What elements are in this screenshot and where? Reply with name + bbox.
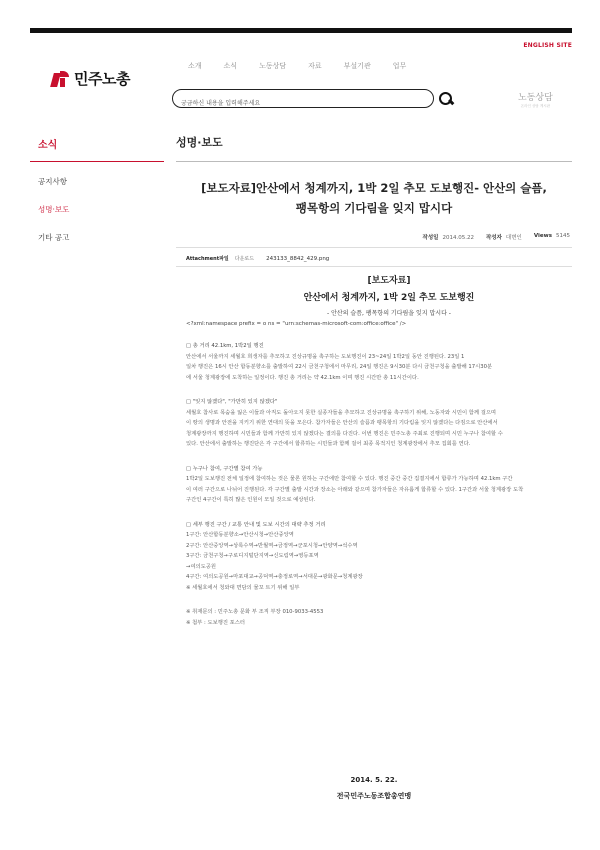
nav-item-resources[interactable]: 자료 xyxy=(308,62,322,70)
doc-section-1: □ 총 거리 42.1km, 1박2일 행진 안산에서 서울까지 세월호 희생자를 추모하고 진상규명을 촉구하는 도보행진이 23~24일 1박2일 동안 진행된다. 23일 1 일차 행진은 16시 안산 합동분향소를 출발하여 22시 금천구청에서 마무리, 24일 행진은 9시30분 다시 금천구청을 출발해 17시30분 에 서울 청계광장에 도착하는 일정이다. 행진 총 거리는 약 42.1km 이며 행진 시간만 총 11시간이다. xyxy=(186,343,493,381)
main-nav xyxy=(188,61,406,71)
sidebar-menu xyxy=(38,176,69,260)
labor-consult-subtitle: 온라인 상담 게시판 xyxy=(520,104,551,108)
doc-section-2: □ "잊지 않겠다", "가만히 있지 않겠다" 세월호 참사로 목숨을 잃은 이들과 아직도 돌아오지 못한 실종자들을 추모하고 진상규명을 촉구하기 위해, 노동자와 시민이 함께 걸으며 이 땅의 생명과 안전을 지키기 위한 연대의 뜻을 모은다. 참가자들은 안산의 슬픔과 팽목항의 기다림을 잊지 않겠다는 다짐으로 안산에서 청계광장까지 행진하며 시민들과 함께 가만히 있지 않겠다는 결의를 다진다. 이번 행진은 민주노총 주최로 진행되며 시민 누구나 참여할 수 있다. 안산에서 출발하는 행진단은 각 구간에서 합류하는 시민들과 함께 걸어 최종 목적지인 청계광장에서 추모 집회를 연다. xyxy=(186,399,503,447)
sidebar-item-statements[interactable]: 성명·보도 xyxy=(38,205,70,214)
meta-date: 작성일 2014.05.22 xyxy=(422,235,474,241)
nav-item-affiliates[interactable]: 부설기관 xyxy=(343,62,371,70)
article-headline xyxy=(176,178,572,218)
sidebar-item-other-notices[interactable]: 기타 공고 xyxy=(38,233,70,242)
doc-section-contact: ※ 취재문의 : 민주노총 문화 부 조직 부장 010-9033-4553 ※ 첨부 : 도보행진 포스터 xyxy=(186,609,324,626)
nav-item-news[interactable]: 소식 xyxy=(223,62,238,70)
attachment-label: Attachment파일 xyxy=(186,256,229,262)
doc-title-1: [보도자료] xyxy=(367,276,411,286)
meta-author: 작성자 대변인 xyxy=(485,235,522,241)
logo-text: 민주노총 xyxy=(74,70,130,88)
meta-divider xyxy=(176,247,572,248)
search-box xyxy=(172,89,434,108)
doc-section-3: □ 누구나 참여, 구간별 참여 가능 1박2일 도보행진 전체 일정에 참여하는 것은 물론 원하는 구간에만 참여할 수 있다. 행진 중간 중간 집결지에서 합류가 가능하며 42.1km 구간 이 여러 구간으로 나뉘어 진행된다. 각 구간별 출발 시간과 장소는 아래와 같으며 참가자들은 자유롭게 합류할 수 있다. 1구간과 서울 청계광장 도착 구간인 4구간이 특히 많은 인원이 모일 것으로 예상된다. xyxy=(186,465,524,503)
doc-organization: 전국민주노동조합총연맹 xyxy=(336,792,412,800)
meta-views: Views 5145 xyxy=(533,233,570,239)
attachment-row xyxy=(186,255,329,262)
logo-icon xyxy=(52,71,70,87)
headline-line-2: 팽목항의 기다림을 잊지 맙시다 xyxy=(295,201,453,215)
labor-consult-title: 노동상담 xyxy=(518,93,553,103)
site-logo[interactable] xyxy=(52,68,130,89)
top-bar xyxy=(30,28,572,33)
doc-section-4: □ 세부 행진 구간 / 교통 안내 및 도보 시간의 대략 추정 거리 1구간: 안산합동분향소→안산시청→안산중앙역 2구간: 안산중앙역→상록수역→반월역→금정역→군포시청→안양역→석수역 3구간: 금천구청→구로디지털단지역→신도림역→영등포역 →여의도공원 4구간: 여의도공원→마포대교→공덕역→충정로역→서대문→광화문→청계광장 ※ 세월호에서 청와대 면담의 물꼬 트기 위해 일부 xyxy=(186,521,363,591)
attachment-download[interactable]: 다운로드 xyxy=(234,256,255,262)
english-site-link[interactable]: ENGLISH SITE xyxy=(523,42,572,49)
attachment-divider xyxy=(176,266,572,267)
nav-item-work[interactable]: 업무 xyxy=(392,62,407,70)
doc-title-2: 안산에서 청계까지, 1박 2일 추모 도보행진 xyxy=(303,293,475,303)
labor-consult-link[interactable] xyxy=(518,90,553,109)
search-icon[interactable] xyxy=(438,91,454,107)
search-input[interactable] xyxy=(173,95,429,112)
doc-xml-line: <?xml:namespace prefix = o ns = "urn:schemas-microsoft-com:office:office" /> xyxy=(186,321,407,327)
sidebar-title: 소식 xyxy=(38,140,58,151)
title-divider xyxy=(176,161,572,162)
nav-item-about[interactable]: 소개 xyxy=(188,62,202,70)
doc-date: 2014. 5. 22. xyxy=(350,776,398,784)
headline-line-1: [보도자료]안산에서 청계까지, 1박 2일 추모 도보행진- 안산의 슬픔, xyxy=(201,181,547,195)
attachment-file-link[interactable]: 243133_8842_429.png xyxy=(266,255,330,262)
sidebar-item-notices[interactable]: 공지사항 xyxy=(38,177,67,186)
nav-item-labor-consult[interactable]: 노동상담 xyxy=(259,62,287,70)
article-meta xyxy=(423,233,571,241)
doc-subtitle: - 안산의 슬픔, 팽목항의 기다림을 잊지 맙시다 - xyxy=(327,310,451,317)
sidebar-divider xyxy=(30,161,164,162)
page-title: 성명·보도 xyxy=(176,136,223,149)
article-body xyxy=(186,273,572,628)
